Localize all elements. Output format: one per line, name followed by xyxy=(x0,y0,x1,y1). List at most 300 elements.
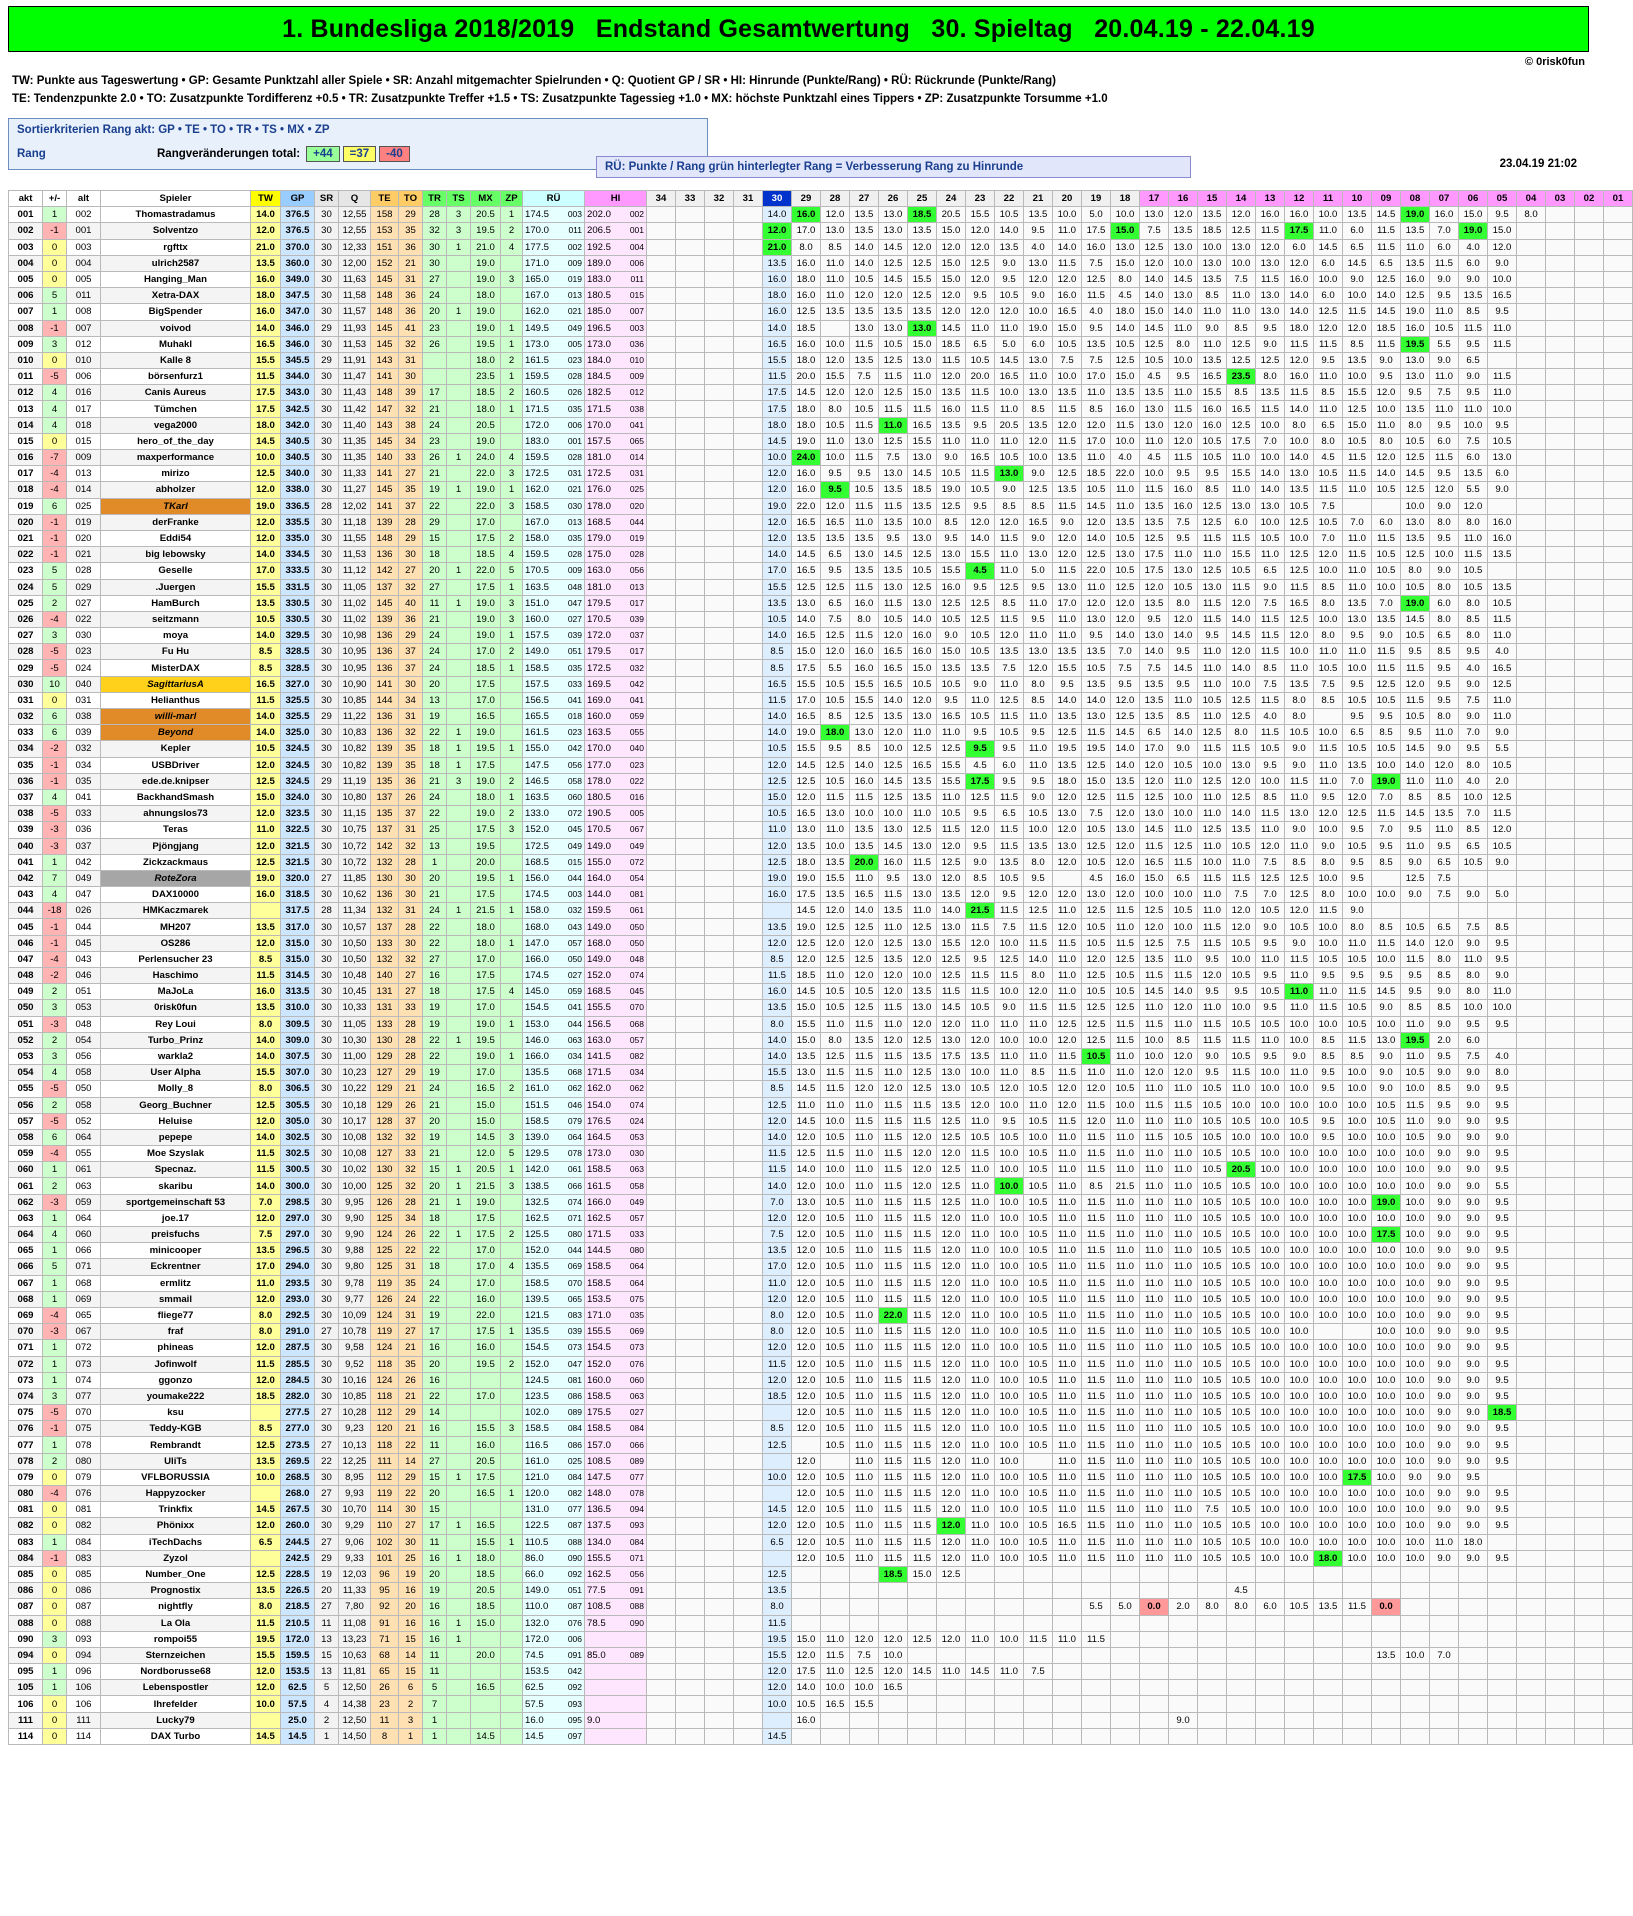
cell-matchday-18 xyxy=(1111,1664,1140,1680)
cell-matchday-12: 8.0 xyxy=(1285,692,1314,708)
cell-matchday-13: 12.0 xyxy=(1256,239,1285,255)
cell-matchday-26: 9.5 xyxy=(879,870,908,886)
cell-matchday-16 xyxy=(1169,1647,1198,1663)
cell-matchday-23: 12.0 xyxy=(966,304,995,320)
cell-matchday-10 xyxy=(1343,498,1372,514)
cell-matchday-06: 11.0 xyxy=(1459,951,1488,967)
cell-matchday-15: 11.0 xyxy=(1198,644,1227,660)
cell-matchday-04 xyxy=(1517,773,1546,789)
cell-matchday-18: 13.0 xyxy=(1111,822,1140,838)
cell-matchday-04 xyxy=(1517,1388,1546,1404)
cell-matchday-28: 9.5 xyxy=(821,466,850,482)
cell-matchday-31 xyxy=(734,1113,763,1129)
cell-tr: 22 xyxy=(423,1032,447,1048)
cell-matchday-22: 9.0 xyxy=(995,255,1024,271)
cell-matchday-15: 9.5 xyxy=(1198,984,1227,1000)
cell-matchday-34 xyxy=(647,288,676,304)
cell-ru: 161.5 023 xyxy=(523,725,585,741)
cell-hi: 178.0 020 xyxy=(585,498,647,514)
cell-player-name: Rey Loui xyxy=(101,1016,251,1032)
cell-matchday-19: 13.5 xyxy=(1082,676,1111,692)
cell-matchday-12: 10.0 xyxy=(1285,1275,1314,1291)
cell-matchday-27: 14.0 xyxy=(850,903,879,919)
cell-matchday-02 xyxy=(1575,1178,1604,1194)
cell-matchday-12: 10.0 xyxy=(1285,1146,1314,1162)
cell-te: 141 xyxy=(371,676,399,692)
cell-te: 129 xyxy=(371,1081,399,1097)
cell-matchday-31 xyxy=(734,255,763,271)
col-head-matchday-04: 04 xyxy=(1517,191,1546,207)
cell-matchday-29: 8.0 xyxy=(792,239,821,255)
cell-matchday-30: 7.5 xyxy=(763,1227,792,1243)
cell-matchday-10: 12.5 xyxy=(1343,401,1372,417)
cell-matchday-29: 18.0 xyxy=(792,352,821,368)
cell-zp xyxy=(501,1388,523,1404)
cell-matchday-12: 14.0 xyxy=(1285,304,1314,320)
cell-matchday-03 xyxy=(1546,1356,1575,1372)
cell-zp xyxy=(501,1340,523,1356)
cell-matchday-31 xyxy=(734,1437,763,1453)
cell-q: 11,43 xyxy=(339,385,371,401)
cell-matchday-29 xyxy=(792,1437,821,1453)
cell-zp xyxy=(501,725,523,741)
cell-q: 10,82 xyxy=(339,757,371,773)
cell-matchday-32 xyxy=(705,870,734,886)
cell-rank-previous: 069 xyxy=(67,1291,101,1307)
cell-matchday-10: 14.5 xyxy=(1343,255,1372,271)
cell-mx: 17.0 xyxy=(471,692,501,708)
cell-matchday-21: 12.0 xyxy=(1024,660,1053,676)
cell-matchday-06 xyxy=(1459,1696,1488,1712)
cell-player-name: DAX Turbo xyxy=(101,1728,251,1744)
cell-matchday-34 xyxy=(647,773,676,789)
cell-matchday-26: 11.5 xyxy=(879,1113,908,1129)
cell-matchday-24: 12.0 xyxy=(937,838,966,854)
cell-te: 126 xyxy=(371,1291,399,1307)
cell-matchday-07 xyxy=(1430,1566,1459,1582)
cell-gp: 340.5 xyxy=(281,450,315,466)
col-head-matchday-23: 23 xyxy=(966,191,995,207)
cell-tr: 24 xyxy=(423,1275,447,1291)
cell-matchday-29: 19.0 xyxy=(792,433,821,449)
cell-matchday-06: 9.0 xyxy=(1459,1065,1488,1081)
cell-te: 147 xyxy=(371,401,399,417)
cell-rank-previous: 048 xyxy=(67,1016,101,1032)
cell-sr: 30 xyxy=(315,1227,339,1243)
cell-hi: 152.0 076 xyxy=(585,1356,647,1372)
cell-matchday-15: 10.5 xyxy=(1198,1340,1227,1356)
cell-matchday-32 xyxy=(705,1032,734,1048)
cell-matchday-15: 11.5 xyxy=(1198,611,1227,627)
cell-matchday-09: 11.5 xyxy=(1372,530,1401,546)
cell-mx: 21.0 xyxy=(471,239,501,255)
cell-matchday-08: 16.0 xyxy=(1401,320,1430,336)
cell-matchday-03 xyxy=(1546,611,1575,627)
cell-matchday-01 xyxy=(1604,514,1633,530)
cell-matchday-27: 11.0 xyxy=(850,1405,879,1421)
cell-matchday-14 xyxy=(1227,1566,1256,1582)
cell-tw: 13.5 xyxy=(251,1000,281,1016)
cell-mx: 18.5 xyxy=(471,660,501,676)
cell-tw: 12.0 xyxy=(251,757,281,773)
col-head-matchday-20: 20 xyxy=(1053,191,1082,207)
cell-matchday-01 xyxy=(1604,676,1633,692)
cell-matchday-03 xyxy=(1546,1227,1575,1243)
cell-rank-current: 074 xyxy=(9,1388,43,1404)
cell-tw: 11.0 xyxy=(251,822,281,838)
cell-matchday-31 xyxy=(734,741,763,757)
cell-matchday-16: 16.0 xyxy=(1169,498,1198,514)
cell-sr: 30 xyxy=(315,919,339,935)
cell-matchday-30: 13.5 xyxy=(763,1000,792,1016)
cell-ru: 132.0 076 xyxy=(523,1615,585,1631)
cell-matchday-28: 10.5 xyxy=(821,1486,850,1502)
cell-matchday-01 xyxy=(1604,450,1633,466)
cell-matchday-20 xyxy=(1053,1566,1082,1582)
cell-rank-previous: 096 xyxy=(67,1664,101,1680)
cell-hi: 108.5 089 xyxy=(585,1453,647,1469)
cell-matchday-04 xyxy=(1517,919,1546,935)
cell-matchday-01 xyxy=(1604,239,1633,255)
cell-matchday-14 xyxy=(1227,1647,1256,1663)
cell-matchday-14 xyxy=(1227,1728,1256,1744)
cell-matchday-33 xyxy=(676,1664,705,1680)
cell-gp: 328.5 xyxy=(281,644,315,660)
cell-matchday-20: 11.5 xyxy=(1053,1113,1082,1129)
cell-matchday-24: 12.0 xyxy=(937,1502,966,1518)
cell-matchday-13 xyxy=(1256,1664,1285,1680)
cell-matchday-16 xyxy=(1169,1728,1198,1744)
cell-hi: 171.5 038 xyxy=(585,401,647,417)
cell-tr: 26 xyxy=(423,336,447,352)
cell-matchday-07: 9.0 xyxy=(1430,563,1459,579)
cell-matchday-17: 17.5 xyxy=(1140,563,1169,579)
cell-matchday-13: 9.5 xyxy=(1256,935,1285,951)
cell-hi: 173.0 030 xyxy=(585,1146,647,1162)
cell-matchday-14: 10.5 xyxy=(1227,1243,1256,1259)
cell-matchday-11 xyxy=(1314,1566,1343,1582)
cell-matchday-24: 11.0 xyxy=(937,725,966,741)
cell-matchday-07: 9.0 xyxy=(1430,1227,1459,1243)
cell-matchday-18: 11.0 xyxy=(1111,1453,1140,1469)
cell-matchday-24: 12.0 xyxy=(937,870,966,886)
cell-matchday-15: 16.0 xyxy=(1198,417,1227,433)
cell-matchday-18: 13.5 xyxy=(1111,773,1140,789)
cell-matchday-22 xyxy=(995,1647,1024,1663)
cell-hi: 162.0 062 xyxy=(585,1081,647,1097)
cell-matchday-33 xyxy=(676,1583,705,1599)
cell-matchday-19: 11.5 xyxy=(1082,1405,1111,1421)
cell-matchday-22: 11.0 xyxy=(995,1664,1024,1680)
cell-matchday-12: 10.5 xyxy=(1285,919,1314,935)
cell-matchday-18: 11.0 xyxy=(1111,1421,1140,1437)
cell-gp: 314.5 xyxy=(281,968,315,984)
cell-matchday-15: 10.5 xyxy=(1198,1518,1227,1534)
cell-matchday-04 xyxy=(1517,611,1546,627)
cell-matchday-01 xyxy=(1604,1469,1633,1485)
cell-tr: 19 xyxy=(423,1065,447,1081)
cell-te: 132 xyxy=(371,1129,399,1145)
cell-player-name: Fu Hu xyxy=(101,644,251,660)
cell-sr: 30 xyxy=(315,417,339,433)
cell-zp: 2 xyxy=(501,385,523,401)
cell-matchday-28: 18.0 xyxy=(821,725,850,741)
cell-matchday-04 xyxy=(1517,271,1546,287)
cell-matchday-34 xyxy=(647,1647,676,1663)
cell-matchday-01 xyxy=(1604,1502,1633,1518)
cell-matchday-25: 15.0 xyxy=(908,1566,937,1582)
cell-matchday-30: 14.0 xyxy=(763,1129,792,1145)
cell-matchday-14: 8.0 xyxy=(1227,725,1256,741)
cell-to: 19 xyxy=(399,1566,423,1582)
cell-ts xyxy=(447,692,471,708)
cell-matchday-14: 11.5 xyxy=(1227,870,1256,886)
cell-matchday-06: 9.0 xyxy=(1459,1340,1488,1356)
cell-matchday-07: 9.5 xyxy=(1430,417,1459,433)
cell-hi: 149.0 048 xyxy=(585,951,647,967)
cell-gp: 324.5 xyxy=(281,741,315,757)
cell-matchday-23: 11.0 xyxy=(966,433,995,449)
cell-zp: 1 xyxy=(501,660,523,676)
col-head-spieler: Spieler xyxy=(101,191,251,207)
cell-matchday-33 xyxy=(676,450,705,466)
table-row xyxy=(9,401,1633,417)
cell-matchday-27 xyxy=(850,1615,879,1631)
cell-ru: 162.0 021 xyxy=(523,482,585,498)
cell-tw xyxy=(251,1405,281,1421)
cell-zp: 3 xyxy=(501,466,523,482)
cell-matchday-28: 10.5 xyxy=(821,1550,850,1566)
cell-matchday-34 xyxy=(647,1016,676,1032)
cell-matchday-30: 12.0 xyxy=(763,1210,792,1226)
cell-matchday-16: 9.5 xyxy=(1169,644,1198,660)
cell-matchday-34 xyxy=(647,1372,676,1388)
cell-matchday-17: 10.5 xyxy=(1140,352,1169,368)
cell-matchday-25: 12.5 xyxy=(908,579,937,595)
cell-ts: 1 xyxy=(447,1550,471,1566)
cell-matchday-32 xyxy=(705,1194,734,1210)
cell-zp xyxy=(501,887,523,903)
cell-matchday-19: 11.5 xyxy=(1082,1486,1111,1502)
cell-matchday-32 xyxy=(705,1453,734,1469)
cell-matchday-21: 13.0 xyxy=(1024,255,1053,271)
cell-matchday-27: 15.5 xyxy=(850,676,879,692)
cell-ts xyxy=(447,887,471,903)
cell-tr: 19 xyxy=(423,709,447,725)
cell-matchday-32 xyxy=(705,1680,734,1696)
cell-matchday-01 xyxy=(1604,1146,1633,1162)
cell-matchday-11: 10.0 xyxy=(1314,1356,1343,1372)
cell-rank-previous: 093 xyxy=(67,1631,101,1647)
cell-matchday-29 xyxy=(792,1615,821,1631)
cell-matchday-21: 11.5 xyxy=(1024,935,1053,951)
cell-matchday-25 xyxy=(908,1712,937,1728)
cell-matchday-12 xyxy=(1285,1680,1314,1696)
cell-mx: 17.0 xyxy=(471,1243,501,1259)
cell-hi xyxy=(585,1631,647,1647)
cell-matchday-19: 15.0 xyxy=(1082,773,1111,789)
cell-matchday-21: 9.5 xyxy=(1024,611,1053,627)
cell-matchday-32 xyxy=(705,1696,734,1712)
table-row xyxy=(9,1048,1633,1064)
cell-tr: 21 xyxy=(423,1097,447,1113)
cell-matchday-21: 10.0 xyxy=(1024,1032,1053,1048)
cell-matchday-10: 10.5 xyxy=(1343,951,1372,967)
cell-matchday-19: 11.5 xyxy=(1082,725,1111,741)
cell-ru: 139.5 065 xyxy=(523,1291,585,1307)
cell-matchday-09: 10.5 xyxy=(1372,482,1401,498)
cell-matchday-29: 13.0 xyxy=(792,595,821,611)
cell-matchday-05 xyxy=(1488,1599,1517,1615)
cell-matchday-10: 10.0 xyxy=(1343,288,1372,304)
cell-matchday-31 xyxy=(734,1372,763,1388)
cell-matchday-21: 16.5 xyxy=(1024,514,1053,530)
cell-matchday-20 xyxy=(1053,870,1082,886)
cell-matchday-21: 10.5 xyxy=(1024,1550,1053,1566)
cell-matchday-08: 10.0 xyxy=(1401,1388,1430,1404)
cell-matchday-13: 10.5 xyxy=(1256,903,1285,919)
cell-matchday-20: 14.0 xyxy=(1053,692,1082,708)
cell-matchday-03 xyxy=(1546,271,1575,287)
cell-matchday-01 xyxy=(1604,1356,1633,1372)
cell-matchday-30: 12.0 xyxy=(763,482,792,498)
cell-matchday-31 xyxy=(734,336,763,352)
cell-matchday-03 xyxy=(1546,255,1575,271)
cell-ru: 174.5 003 xyxy=(523,207,585,223)
cell-zp: 1 xyxy=(501,1534,523,1550)
cell-matchday-03 xyxy=(1546,385,1575,401)
cell-matchday-20: 11.5 xyxy=(1053,1048,1082,1064)
cell-matchday-04 xyxy=(1517,1469,1546,1485)
cell-matchday-05: 9.5 xyxy=(1488,1081,1517,1097)
cell-matchday-28: 10.5 xyxy=(821,1291,850,1307)
cell-matchday-07: 9.0 xyxy=(1430,1210,1459,1226)
cell-rank-change: -5 xyxy=(43,1405,67,1421)
cell-matchday-20: 13.0 xyxy=(1053,806,1082,822)
cell-matchday-27: 11.0 xyxy=(850,1162,879,1178)
cell-matchday-07 xyxy=(1430,1615,1459,1631)
cell-mx: 16.5 xyxy=(471,1486,501,1502)
cell-matchday-13: 10.0 xyxy=(1256,1210,1285,1226)
cell-matchday-13 xyxy=(1256,1712,1285,1728)
cell-matchday-33 xyxy=(676,1081,705,1097)
cell-ts xyxy=(447,1291,471,1307)
cell-matchday-27: 11.5 xyxy=(850,789,879,805)
cell-te: 125 xyxy=(371,1259,399,1275)
cell-matchday-14: 10.5 xyxy=(1227,1146,1256,1162)
cell-ru: 149.0 051 xyxy=(523,1583,585,1599)
cell-matchday-34 xyxy=(647,806,676,822)
cell-matchday-20: 11.5 xyxy=(1053,1000,1082,1016)
cell-matchday-03 xyxy=(1546,1081,1575,1097)
cell-te: 110 xyxy=(371,1518,399,1534)
cell-matchday-18: 11.5 xyxy=(1111,935,1140,951)
cell-te: 119 xyxy=(371,1324,399,1340)
cell-matchday-27: 13.5 xyxy=(850,207,879,223)
cell-ts xyxy=(447,611,471,627)
table-row xyxy=(9,482,1633,498)
cell-matchday-18: 11.0 xyxy=(1111,1469,1140,1485)
cell-tr: 11 xyxy=(423,1534,447,1550)
cell-tw: 17.5 xyxy=(251,401,281,417)
cell-tr: 22 xyxy=(423,1291,447,1307)
cell-matchday-04 xyxy=(1517,1194,1546,1210)
cell-rank-current: 017 xyxy=(9,466,43,482)
cell-sr: 11 xyxy=(315,1615,339,1631)
cell-ru: 172.5 049 xyxy=(523,838,585,854)
cell-matchday-22: 9.0 xyxy=(995,1000,1024,1016)
cell-tr: 16 xyxy=(423,1599,447,1615)
cell-matchday-16: 14.5 xyxy=(1169,660,1198,676)
cell-matchday-23: 10.5 xyxy=(966,1129,995,1145)
cell-matchday-27: 7.5 xyxy=(850,1647,879,1663)
cell-matchday-34 xyxy=(647,1113,676,1129)
cell-matchday-26: 11.5 xyxy=(879,1000,908,1016)
cell-matchday-11: 11.5 xyxy=(1314,336,1343,352)
cell-matchday-23 xyxy=(966,1680,995,1696)
cell-matchday-08: 10.0 xyxy=(1401,1405,1430,1421)
cell-ru: 162.5 071 xyxy=(523,1210,585,1226)
cell-matchday-31 xyxy=(734,1583,763,1599)
col-head-matchday-02: 02 xyxy=(1575,191,1604,207)
cell-matchday-04 xyxy=(1517,1453,1546,1469)
cell-matchday-08: 10.0 xyxy=(1401,1356,1430,1372)
cell-matchday-07: 11.0 xyxy=(1430,401,1459,417)
cell-matchday-28: 8.5 xyxy=(821,709,850,725)
cell-matchday-32 xyxy=(705,1340,734,1356)
cell-matchday-04 xyxy=(1517,628,1546,644)
cell-matchday-14: 10.5 xyxy=(1227,1453,1256,1469)
cell-matchday-32 xyxy=(705,725,734,741)
cell-matchday-28: 11.0 xyxy=(821,255,850,271)
cell-matchday-07: 9.0 xyxy=(1430,1194,1459,1210)
cell-matchday-14: 11.5 xyxy=(1227,579,1256,595)
cell-matchday-33 xyxy=(676,1356,705,1372)
cell-zp xyxy=(501,1065,523,1081)
cell-to: 14 xyxy=(399,1453,423,1469)
cell-matchday-16: 11.0 xyxy=(1169,773,1198,789)
cell-tw: 7.0 xyxy=(251,1194,281,1210)
cell-rank-previous: 045 xyxy=(67,935,101,951)
cell-mx: 19.0 xyxy=(471,255,501,271)
cell-matchday-21: 10.5 xyxy=(1024,806,1053,822)
cell-matchday-33 xyxy=(676,288,705,304)
cell-matchday-06: 13.5 xyxy=(1459,288,1488,304)
cell-matchday-05: 9.0 xyxy=(1488,725,1517,741)
table-row xyxy=(9,1291,1633,1307)
cell-matchday-14: 10.5 xyxy=(1227,1291,1256,1307)
cell-matchday-26: 11.5 xyxy=(879,1227,908,1243)
cell-matchday-29: 12.0 xyxy=(792,1210,821,1226)
cell-matchday-15: 12.5 xyxy=(1198,725,1227,741)
cell-matchday-24: 11.5 xyxy=(937,352,966,368)
cell-q: 11,08 xyxy=(339,1615,371,1631)
cell-tw: 19.5 xyxy=(251,1631,281,1647)
cell-matchday-27: 11.0 xyxy=(850,1437,879,1453)
cell-matchday-23: 13.5 xyxy=(966,1048,995,1064)
cell-matchday-11: 9.0 xyxy=(1314,838,1343,854)
cell-matchday-31 xyxy=(734,1469,763,1485)
cell-matchday-34 xyxy=(647,1696,676,1712)
cell-matchday-06: 9.0 xyxy=(1459,1405,1488,1421)
cell-tr: 18 xyxy=(423,547,447,563)
cell-matchday-12 xyxy=(1285,1631,1314,1647)
cell-matchday-20: 11.0 xyxy=(1053,1388,1082,1404)
cell-matchday-33 xyxy=(676,433,705,449)
cell-matchday-34 xyxy=(647,1388,676,1404)
cell-rank-current: 081 xyxy=(9,1502,43,1518)
cell-sr: 30 xyxy=(315,385,339,401)
